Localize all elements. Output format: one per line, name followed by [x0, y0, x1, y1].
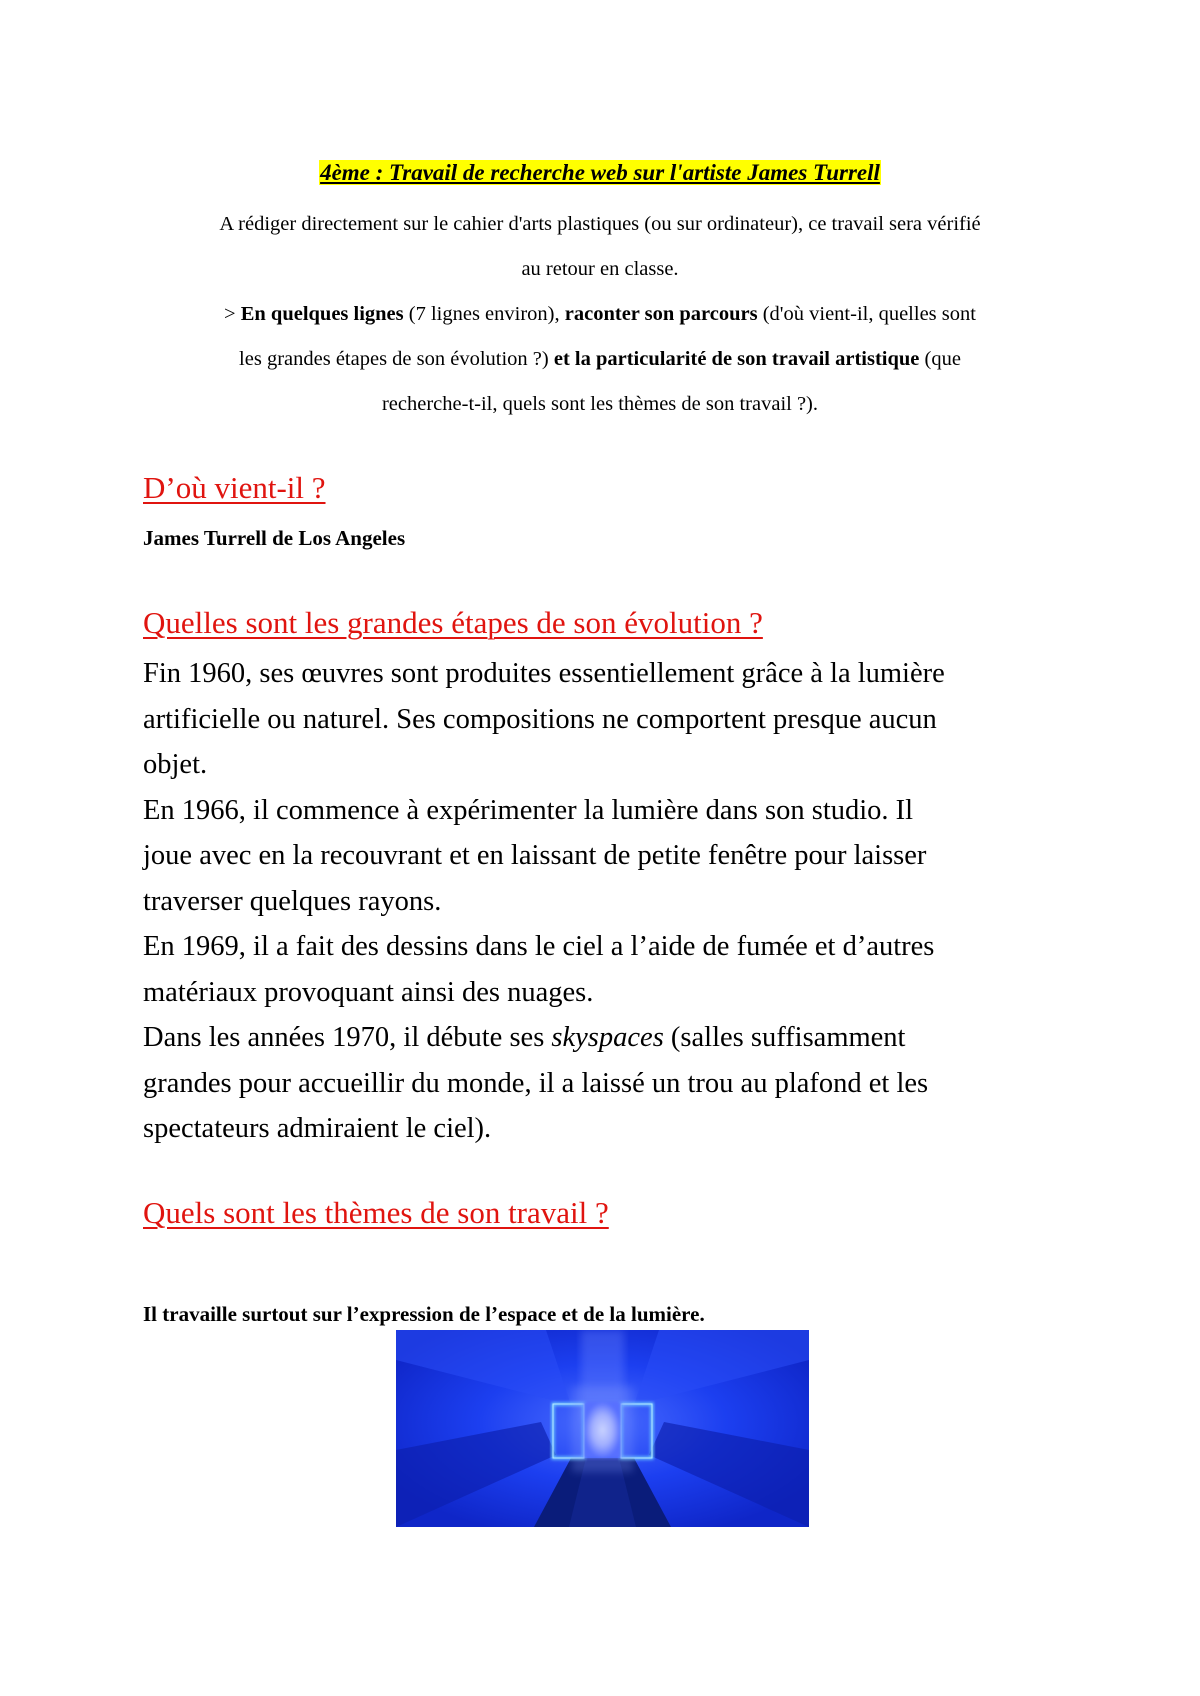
answer-line: matériaux provoquant ainsi des nuages.	[143, 976, 594, 1008]
assignment-instructions	[140, 202, 1060, 427]
installation-illustration	[396, 1330, 809, 1527]
instruction-line: A rédiger directement sur le cahier d'arts plastiques (ou sur ordinateur), ce travail sera vérifié	[219, 213, 981, 235]
question-origin-heading: D’où vient-il ?	[143, 470, 326, 505]
instruction-line	[140, 337, 1060, 382]
instruction-line: au retour en classe.	[521, 258, 679, 280]
answer-line: objet.	[143, 749, 208, 780]
answer-line: grandes pour accueillir du monde, il a laissé un trou au plafond et les	[143, 1067, 929, 1099]
instruction-text: (que	[919, 348, 961, 370]
instruction-text: >	[224, 303, 241, 325]
skyspaces-term: skyspaces	[551, 1022, 664, 1053]
instruction-line: recherche-t-il, quels sont les thèmes de son travail ?).	[381, 393, 819, 415]
turrell-light-installation-image	[396, 1330, 809, 1527]
instruction-bold: raconter son parcours	[564, 303, 758, 325]
answer-line: spectateurs admiraient le ciel).	[143, 1113, 492, 1144]
answer-line: artificielle ou naturel. Ses compositions ne comportent presque aucun	[143, 703, 937, 735]
answer-line: joue avec en la recouvrant et en laissant de petite fenêtre pour laisser	[143, 840, 927, 871]
answer-line: En 1969, il a fait des dessins dans le ciel a l’aide de fumée et d’autres	[143, 931, 935, 962]
instruction-bold: En quelques lignes	[240, 303, 404, 325]
answer-line: traverser quelques rayons.	[143, 885, 442, 917]
instruction-bold: et la particularité de son travail artistique	[553, 348, 920, 370]
answer-text: Dans les années 1970, il débute ses	[143, 1022, 552, 1053]
instruction-text: (7 lignes environ),	[403, 303, 565, 325]
instruction-text: (d'où vient-il, quelles sont	[757, 303, 976, 325]
answer-line: En 1966, il commence à expérimenter la lumière dans son studio. Il	[143, 794, 914, 826]
assignment-title	[0, 156, 1200, 190]
answer-evolution	[143, 651, 1073, 1152]
answer-line: Fin 1960, ses œuvres sont produites essentiellement grâce à la lumière	[143, 658, 945, 689]
answer-themes: Il travaille surtout sur l’expression de l’espace et de la lumière.	[143, 1302, 705, 1326]
answer-text: (salles suffisamment	[663, 1022, 906, 1053]
instruction-text: les grandes étapes de son évolution ?)	[239, 348, 554, 370]
title-text: 4ème : Travail de recherche web sur l'artiste James Turrell	[320, 160, 880, 185]
answer-line	[143, 1015, 1073, 1061]
answer-origin: James Turrell de Los Angeles	[143, 526, 406, 550]
question-themes-heading: Quels sont les thèmes de son travail ?	[143, 1195, 609, 1230]
instruction-line	[140, 292, 1060, 337]
question-evolution-heading: Quelles sont les grandes étapes de son évolution ?	[143, 605, 763, 640]
